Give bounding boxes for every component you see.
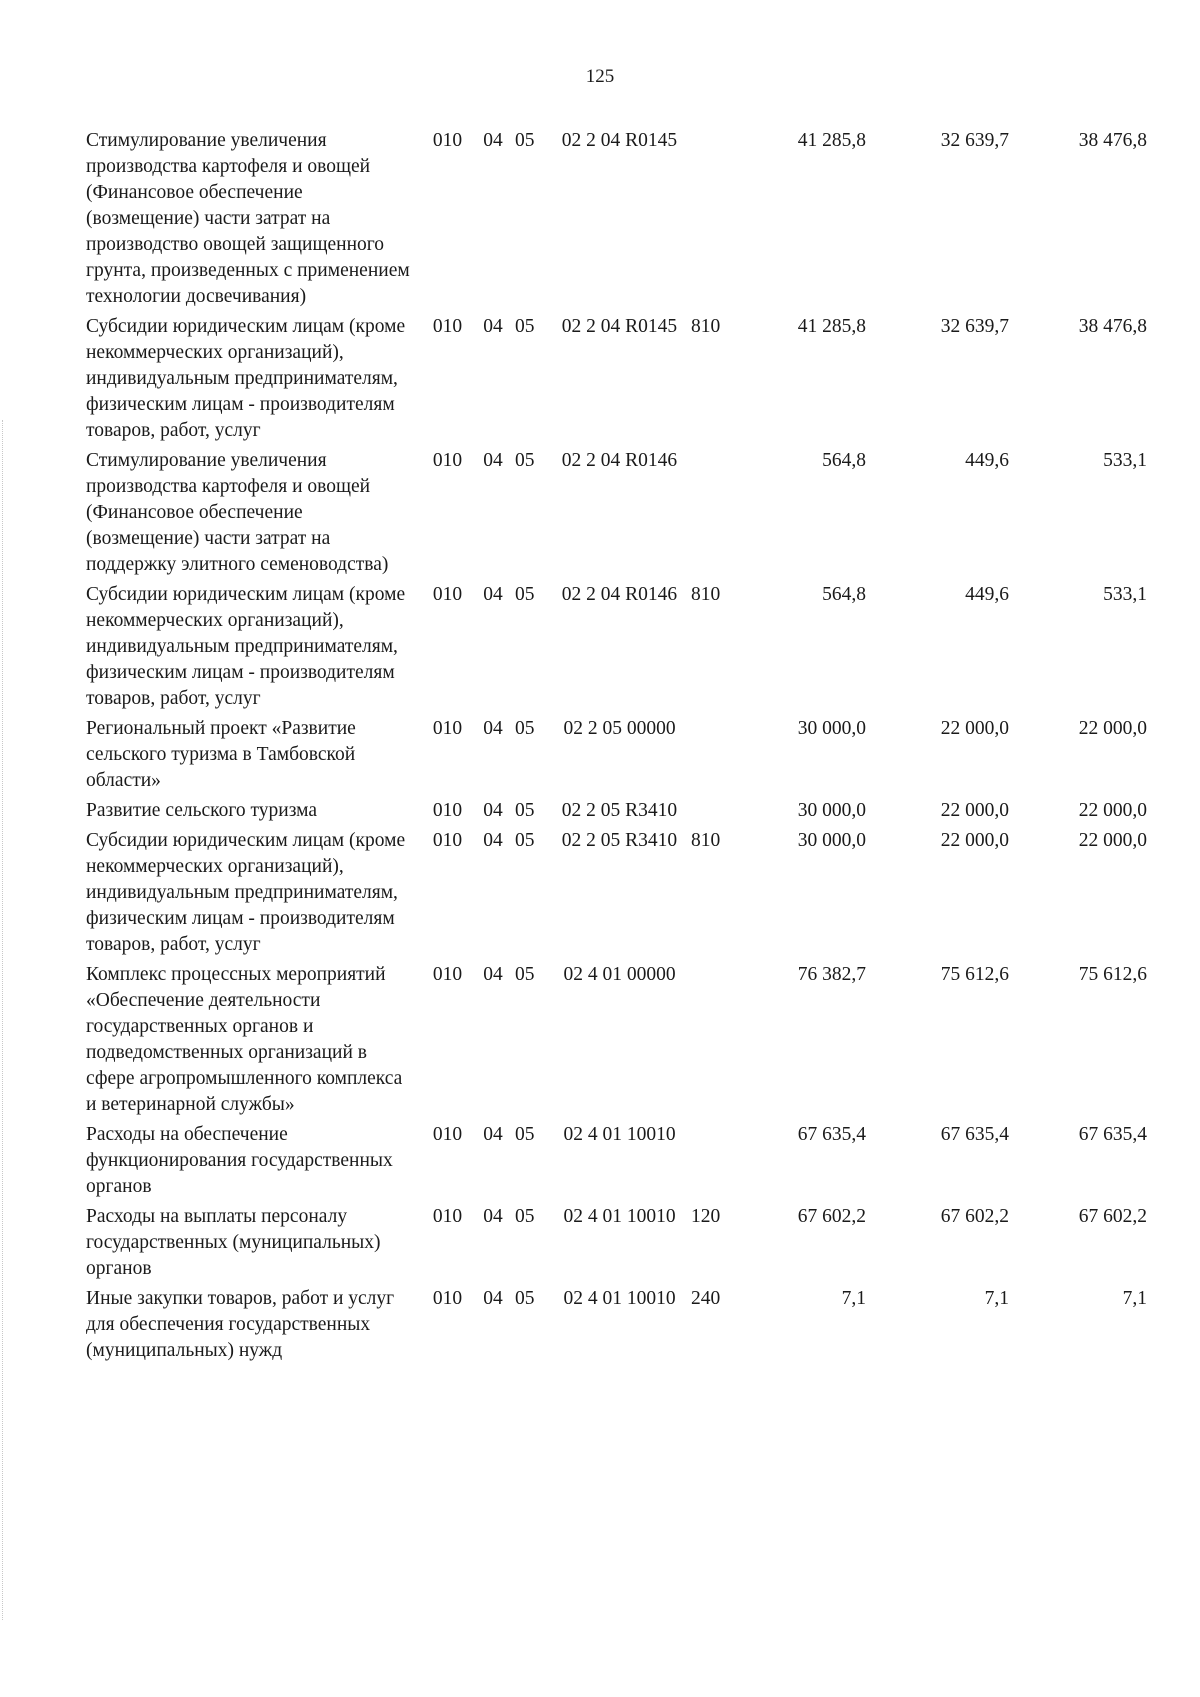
cell-gr-code: 010 [432, 1124, 463, 1145]
cell-amount-year3: 67 602,2 [1078, 1206, 1147, 1227]
cell-gr-code: 010 [432, 316, 463, 337]
cell-expense-type [691, 1122, 751, 1204]
cell-section-code: 04 [483, 1124, 503, 1145]
cell-expense-type [691, 128, 751, 314]
cell-amount-year1: 67 602,2 [797, 1206, 866, 1227]
cell-target-article: 02 2 04 R0145 [561, 316, 678, 337]
cell-subsection-code: 05 [515, 1206, 535, 1227]
cell-target-article: 02 2 05 R3410 [561, 830, 678, 851]
table-row [86, 128, 1147, 314]
row-name: Субсидии юридическим лицам (кроме некоммерческих организаций), индивидуальным предпринимателям, физическим лицам - производителям товаров, работ, услуг [86, 830, 406, 955]
cell-amount-year1: 7,1 [841, 1288, 866, 1309]
cell-target-article: 02 4 01 10010 [563, 1206, 676, 1227]
scan-edge-line [2, 420, 4, 1620]
cell-subsection-code: 05 [515, 130, 535, 151]
cell-section-code: 04 [483, 800, 503, 821]
cell-subsection-code: 05 [515, 1124, 535, 1145]
cell-amount-year3: 7,1 [1122, 1288, 1147, 1309]
cell-subsection-code: 05 [515, 316, 535, 337]
cell-gr-code: 010 [432, 130, 463, 151]
cell-section-code: 04 [483, 450, 503, 471]
cell-amount-year1: 30 000,0 [797, 830, 866, 851]
cell-amount-year3: 38 476,8 [1078, 130, 1147, 151]
cell-gr-code: 010 [432, 964, 463, 985]
cell-amount-year2: 7,1 [984, 1288, 1009, 1309]
cell-expense-type: 810 [691, 316, 721, 337]
cell-section-code: 04 [483, 316, 503, 337]
cell-amount-year3: 67 635,4 [1078, 1124, 1147, 1145]
cell-subsection-code: 05 [515, 718, 535, 739]
table-row [86, 1204, 1147, 1286]
cell-amount-year3: 75 612,6 [1078, 964, 1147, 985]
cell-target-article: 02 2 04 R0146 [561, 584, 678, 605]
cell-target-article: 02 2 04 R0145 [561, 130, 678, 151]
row-name: Комплекс процессных мероприятий «Обеспечение деятельности государственных органов и подведомственных организаций в сфере агропромышленного комплекса и ветеринарной службы» [86, 964, 403, 1115]
cell-subsection-code: 05 [515, 584, 535, 605]
row-name: Стимулирование увеличения производства картофеля и овощей (Финансовое обеспечение (возмещение) части затрат на производство овощей защищенного грунта, произведенных с применением технологии досвечивания) [86, 130, 410, 307]
cell-amount-year3: 38 476,8 [1078, 316, 1147, 337]
cell-amount-year2: 67 635,4 [940, 1124, 1009, 1145]
table-row [86, 962, 1147, 1122]
cell-section-code: 04 [483, 964, 503, 985]
row-name: Субсидии юридическим лицам (кроме некоммерческих организаций), индивидуальным предпринимателям, физическим лицам - производителям товаров, работ, услуг [86, 316, 406, 441]
cell-amount-year3: 533,1 [1103, 450, 1147, 471]
cell-amount-year2: 75 612,6 [940, 964, 1009, 985]
cell-amount-year2: 449,6 [965, 450, 1009, 471]
cell-subsection-code: 05 [515, 830, 535, 851]
row-name: Стимулирование увеличения производства картофеля и овощей (Финансовое обеспечение (возмещение) части затрат на поддержку элитного семеноводства) [86, 450, 389, 575]
table-row [86, 1286, 1147, 1368]
cell-expense-type: 120 [691, 1206, 721, 1227]
cell-amount-year3: 22 000,0 [1078, 718, 1147, 739]
table-row [86, 314, 1147, 448]
cell-target-article: 02 4 01 10010 [563, 1288, 676, 1309]
cell-amount-year1: 67 635,4 [797, 1124, 866, 1145]
cell-gr-code: 010 [432, 830, 463, 851]
cell-target-article: 02 2 04 R0146 [561, 450, 678, 471]
cell-gr-code: 010 [432, 800, 463, 821]
table-row [86, 582, 1147, 716]
budget-table [86, 128, 1147, 1368]
cell-amount-year1: 41 285,8 [797, 316, 866, 337]
cell-subsection-code: 05 [515, 1288, 535, 1309]
cell-section-code: 04 [483, 830, 503, 851]
table-row [86, 798, 1147, 828]
cell-target-article: 02 2 05 R3410 [561, 800, 678, 821]
cell-amount-year3: 22 000,0 [1078, 800, 1147, 821]
table-row [86, 828, 1147, 962]
cell-subsection-code: 05 [515, 964, 535, 985]
table-row [86, 716, 1147, 798]
cell-section-code: 04 [483, 584, 503, 605]
cell-target-article: 02 4 01 00000 [563, 964, 676, 985]
cell-amount-year2: 67 602,2 [940, 1206, 1009, 1227]
cell-amount-year1: 30 000,0 [797, 800, 866, 821]
row-name: Развитие сельского туризма [86, 800, 318, 821]
cell-amount-year1: 564,8 [822, 584, 866, 605]
cell-amount-year2: 22 000,0 [940, 830, 1009, 851]
cell-expense-type [691, 716, 751, 798]
cell-amount-year1: 41 285,8 [797, 130, 866, 151]
cell-target-article: 02 4 01 10010 [563, 1124, 676, 1145]
cell-target-article: 02 2 05 00000 [563, 718, 676, 739]
cell-section-code: 04 [483, 718, 503, 739]
table-body [86, 128, 1147, 1368]
row-name: Субсидии юридическим лицам (кроме некоммерческих организаций), индивидуальным предпринимателям, физическим лицам - производителям товаров, работ, услуг [86, 584, 406, 709]
cell-gr-code: 010 [432, 1206, 463, 1227]
cell-amount-year2: 22 000,0 [940, 800, 1009, 821]
cell-amount-year2: 32 639,7 [940, 130, 1009, 151]
cell-section-code: 04 [483, 130, 503, 151]
cell-amount-year3: 22 000,0 [1078, 830, 1147, 851]
cell-expense-type [691, 448, 751, 582]
cell-subsection-code: 05 [515, 450, 535, 471]
row-name: Региональный проект «Развитие сельского туризма в Тамбовской области» [86, 718, 356, 791]
cell-expense-type [691, 798, 751, 828]
cell-expense-type [691, 962, 751, 1122]
table-row [86, 448, 1147, 582]
cell-amount-year2: 22 000,0 [940, 718, 1009, 739]
cell-gr-code: 010 [432, 584, 463, 605]
cell-amount-year1: 564,8 [822, 450, 866, 471]
cell-amount-year3: 533,1 [1103, 584, 1147, 605]
page-number: 125 [585, 66, 615, 87]
cell-expense-type: 810 [691, 584, 721, 605]
table-row [86, 1122, 1147, 1204]
cell-section-code: 04 [483, 1206, 503, 1227]
cell-gr-code: 010 [432, 450, 463, 471]
cell-expense-type: 240 [691, 1288, 721, 1309]
cell-subsection-code: 05 [515, 800, 535, 821]
cell-amount-year1: 76 382,7 [797, 964, 866, 985]
cell-expense-type: 810 [691, 830, 721, 851]
cell-amount-year2: 449,6 [965, 584, 1009, 605]
row-name: Расходы на выплаты персоналу государственных (муниципальных) органов [86, 1206, 381, 1279]
cell-amount-year2: 32 639,7 [940, 316, 1009, 337]
cell-amount-year1: 30 000,0 [797, 718, 866, 739]
cell-gr-code: 010 [432, 1288, 463, 1309]
row-name: Иные закупки товаров, работ и услуг для обеспечения государственных (муниципальных) нужд [86, 1288, 395, 1361]
cell-section-code: 04 [483, 1288, 503, 1309]
cell-gr-code: 010 [432, 718, 463, 739]
row-name: Расходы на обеспечение функционирования государственных органов [86, 1124, 393, 1197]
